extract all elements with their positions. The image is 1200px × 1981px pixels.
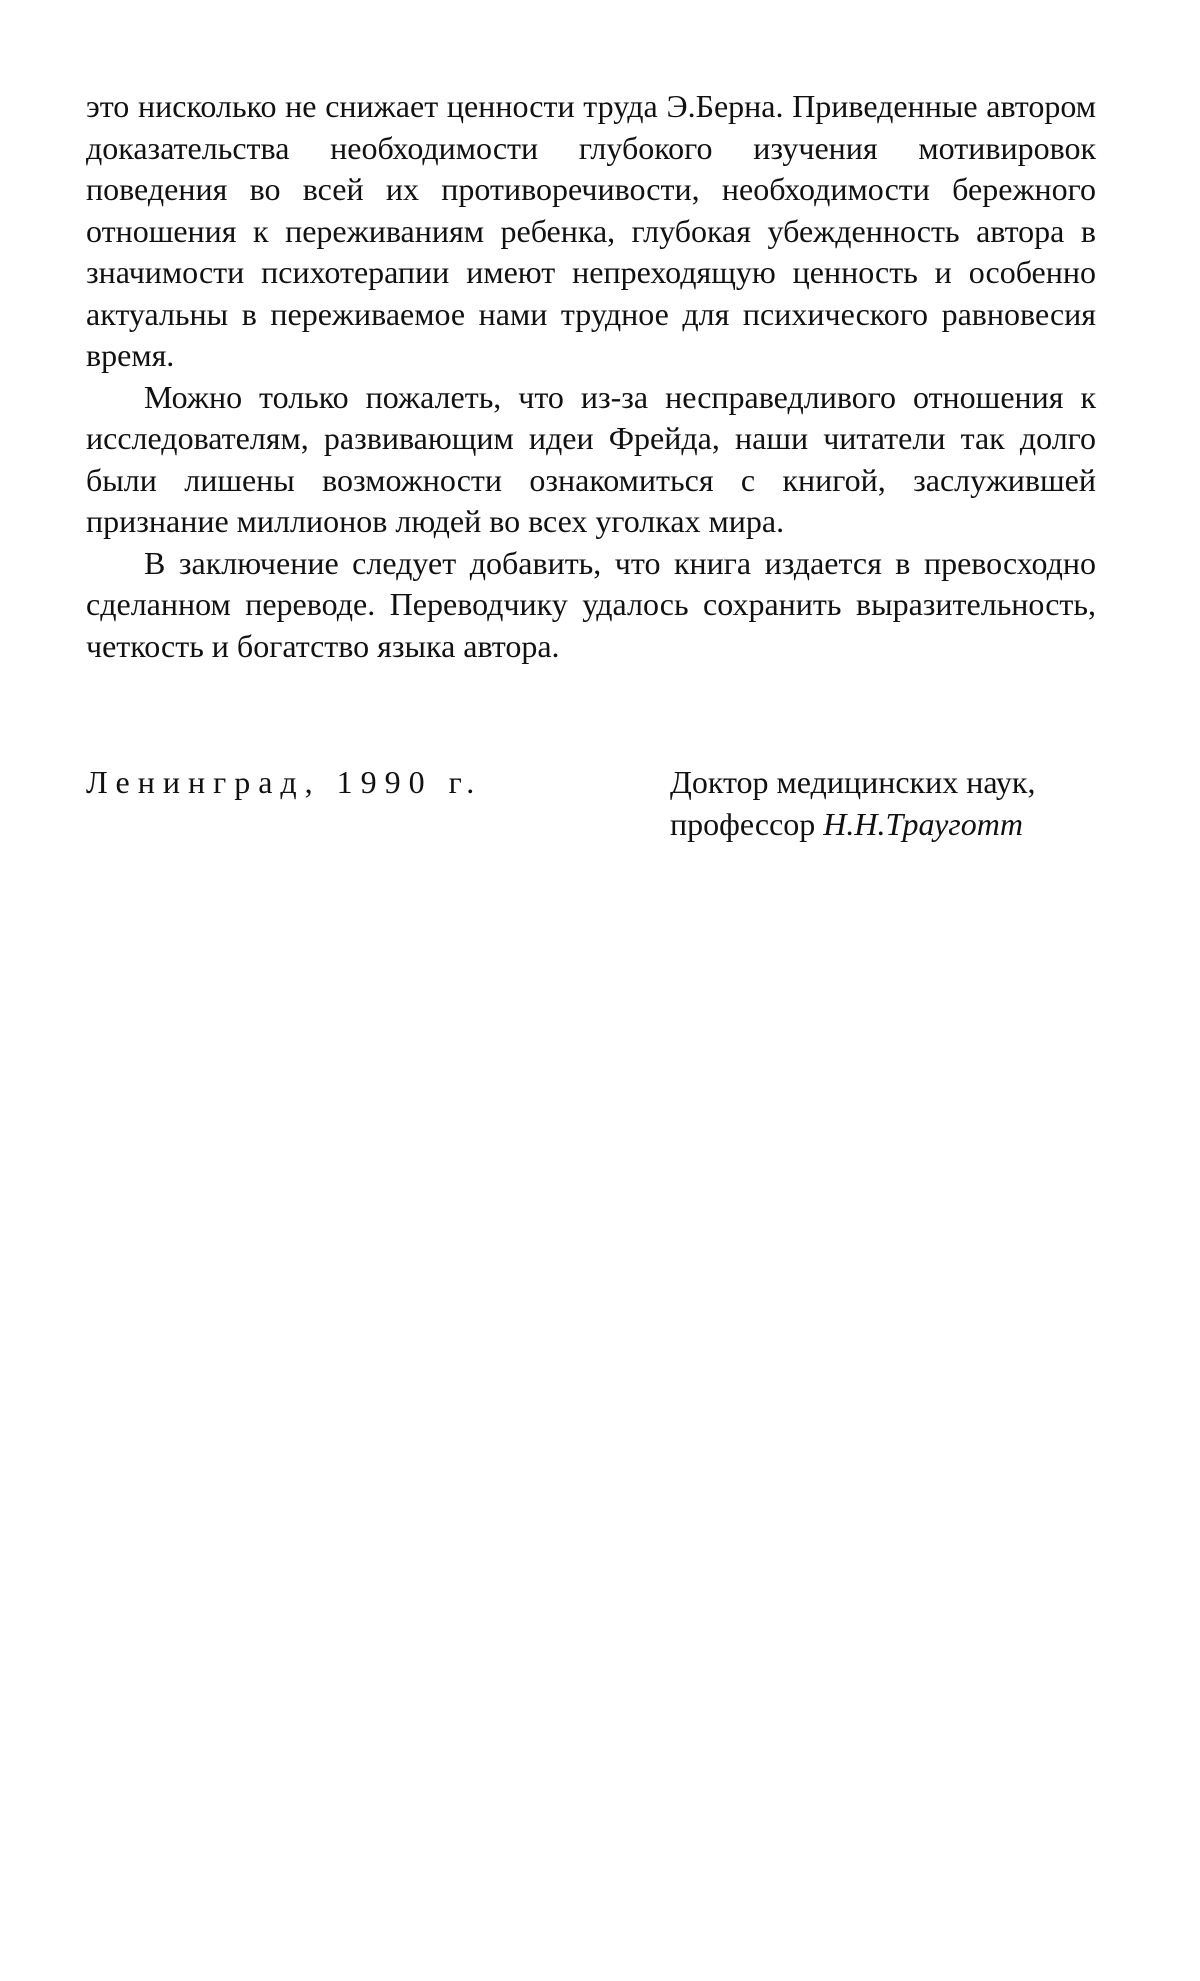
author-name: Н.Н.Трауготт xyxy=(823,805,1023,842)
body-text xyxy=(86,86,1096,667)
paragraph-2: Можно только пожалеть, что из-за несправедливого отношения к исследователям, развивающим идеи Фрейда, наши читатели так долго были лишены возможности ознакомиться с книгой, заслужившей признание миллионов людей во всех уголках мира. xyxy=(86,378,1096,539)
author-title: Доктор медицинских наук, xyxy=(670,764,1036,800)
place-and-date: Ленинград, 1990 г. xyxy=(86,764,483,800)
author-name-line xyxy=(670,804,1035,846)
paragraph-3: В заключение следует добавить, что книга издается в превосходно сделанном переводе. Переводчику удалось сохранить выразительность, четкость и богатство языка автора. xyxy=(86,544,1096,664)
paragraph-1: это нисколько не снижает ценности труда Э.Берна. Приведенные автором доказательства необходимости глубокого изучения мотивировок поведения во всей их противоречивости, необходимости бережного отношения к переживаниям ребенка, глубокая убежденность автора в значимости психотерапии имеют непреходящую ценность и особенно актуальны в переживаемое нами трудное для психического равновесия время. xyxy=(86,88,1096,373)
author-credit xyxy=(670,762,1035,845)
author-role: профессор xyxy=(670,805,816,842)
